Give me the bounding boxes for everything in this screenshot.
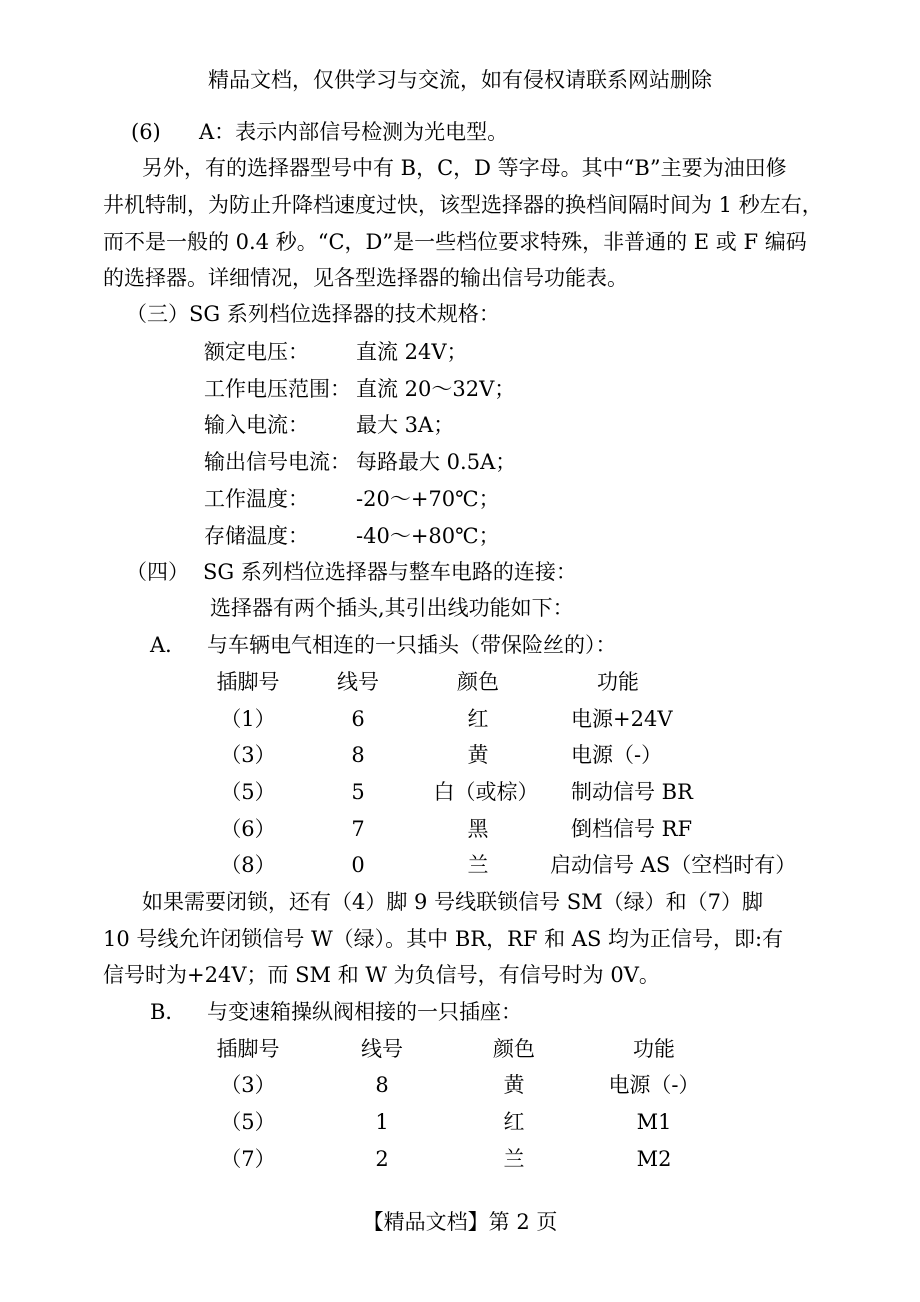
table-b-cell: M2 xyxy=(636,1147,672,1171)
table-b-title: 与变速箱操纵阀相接的一只插座： xyxy=(207,1000,522,1024)
section-4-intro: 选择器有两个插头,其引出线功能如下： xyxy=(210,596,574,620)
table-b-header-color: 颜色 xyxy=(493,1037,535,1061)
item-6-text: A：表示内部信号检测为光电型。 xyxy=(199,120,509,144)
table-b-header-function: 功能 xyxy=(633,1037,675,1061)
table-b-cell: 兰 xyxy=(503,1147,525,1171)
spec-label: 存储温度： xyxy=(204,524,309,548)
section-4-title: SG 系列档位选择器与整车电路的连接： xyxy=(203,560,577,584)
table-b-cell: M1 xyxy=(636,1110,672,1134)
table-b-cell: （7） xyxy=(220,1147,276,1171)
table-a-cell: 红 xyxy=(467,707,489,731)
paragraph-line: 的选择器。详细情况，见各型选择器的输出信号功能表。 xyxy=(103,266,628,290)
table-a-cell: 黑 xyxy=(467,817,489,841)
spec-value: -20～+70℃； xyxy=(356,487,500,511)
table-a-cell: 7 xyxy=(351,817,365,841)
section-3-title: （三）SG 系列档位选择器的技术规格： xyxy=(126,302,500,326)
spec-value: -40～+80℃； xyxy=(356,524,500,548)
table-a-cell: （8） xyxy=(220,853,276,877)
table-a-title: 与车辆电气相连的一只插头（带保险丝的）： xyxy=(207,633,617,657)
table-b-cell: （5） xyxy=(220,1110,276,1134)
table-b-cell: （3） xyxy=(220,1073,276,1097)
table-a-marker: A． xyxy=(150,633,187,657)
paragraph-line: 如果需要闭锁，还有（4）脚 9 号线联锁信号 SM（绿）和（7）脚 xyxy=(142,890,763,914)
table-a-cell: 电源+24V xyxy=(571,707,673,731)
spec-label: 工作电压范围： xyxy=(204,377,351,401)
table-b-marker: B． xyxy=(150,1000,187,1024)
table-a-header-color: 颜色 xyxy=(457,670,499,694)
table-a-cell: 倒档信号 RF xyxy=(571,817,693,841)
table-a-header-function: 功能 xyxy=(597,670,639,694)
table-a-cell: 兰 xyxy=(467,853,489,877)
page-header: 精品文档，仅供学习与交流，如有侵权请联系网站删除 xyxy=(208,68,712,92)
table-a-cell: 5 xyxy=(351,780,365,804)
paragraph-line: 10 号线允许闭锁信号 W（绿）。其中 BR，RF 和 AS 均为正信号，即:有 xyxy=(103,927,784,951)
table-b-cell: 8 xyxy=(375,1073,389,1097)
spec-value: 直流 20～32V； xyxy=(356,377,516,401)
table-b-cell: 1 xyxy=(375,1110,389,1134)
spec-value: 直流 24V； xyxy=(356,340,468,364)
table-a-cell: （5） xyxy=(220,780,276,804)
paragraph-line: 另外，有的选择器型号中有 B，C，D 等字母。其中“B”主要为油田修 xyxy=(142,156,787,180)
table-b-cell: 电源（-） xyxy=(608,1073,700,1097)
paragraph-line: 而不是一般的 0.4 秒。“C，D”是一些档位要求特殊，非普通的 E 或 F 编码 xyxy=(103,230,807,254)
table-a-header-pin: 插脚号 xyxy=(216,670,280,694)
table-b-header-pin: 插脚号 xyxy=(216,1037,280,1061)
spec-label: 额定电压： xyxy=(204,340,309,364)
table-a-cell: 0 xyxy=(351,853,365,877)
spec-label: 输出信号电流： xyxy=(204,450,351,474)
table-a-cell: 白（或棕） xyxy=(433,780,539,804)
item-6-number: (6) xyxy=(131,120,161,144)
spec-value: 每路最大 0.5A； xyxy=(356,450,517,474)
table-a-cell: （3） xyxy=(220,743,276,767)
table-b-cell: 2 xyxy=(375,1147,389,1171)
table-a-cell: 6 xyxy=(351,707,365,731)
spec-label: 工作温度： xyxy=(204,487,309,511)
table-a-cell: 8 xyxy=(351,743,365,767)
paragraph-line: 信号时为+24V；而 SM 和 W 为负信号，有信号时为 0V。 xyxy=(103,963,660,987)
table-b-cell: 红 xyxy=(503,1110,525,1134)
table-a-header-wire: 线号 xyxy=(337,670,379,694)
table-a-cell: 制动信号 BR xyxy=(571,780,693,804)
table-b-header-wire: 线号 xyxy=(361,1037,403,1061)
spec-label: 输入电流： xyxy=(204,413,309,437)
page-footer: 【精品文档】第 2 页 xyxy=(362,1210,558,1234)
table-a-cell: 黄 xyxy=(467,743,489,767)
spec-value: 最大 3A； xyxy=(356,413,455,437)
table-a-cell: 启动信号 AS（空档时有） xyxy=(550,853,797,877)
paragraph-line: 井机特制，为防止升降档速度过快，该型选择器的换档间隔时间为 1 秒左右， xyxy=(103,193,823,217)
section-4-number: （四） xyxy=(126,560,189,584)
table-a-cell: 电源（-） xyxy=(571,743,663,767)
table-a-cell: （6） xyxy=(220,817,276,841)
table-a-cell: （1） xyxy=(220,707,276,731)
table-b-cell: 黄 xyxy=(503,1073,525,1097)
